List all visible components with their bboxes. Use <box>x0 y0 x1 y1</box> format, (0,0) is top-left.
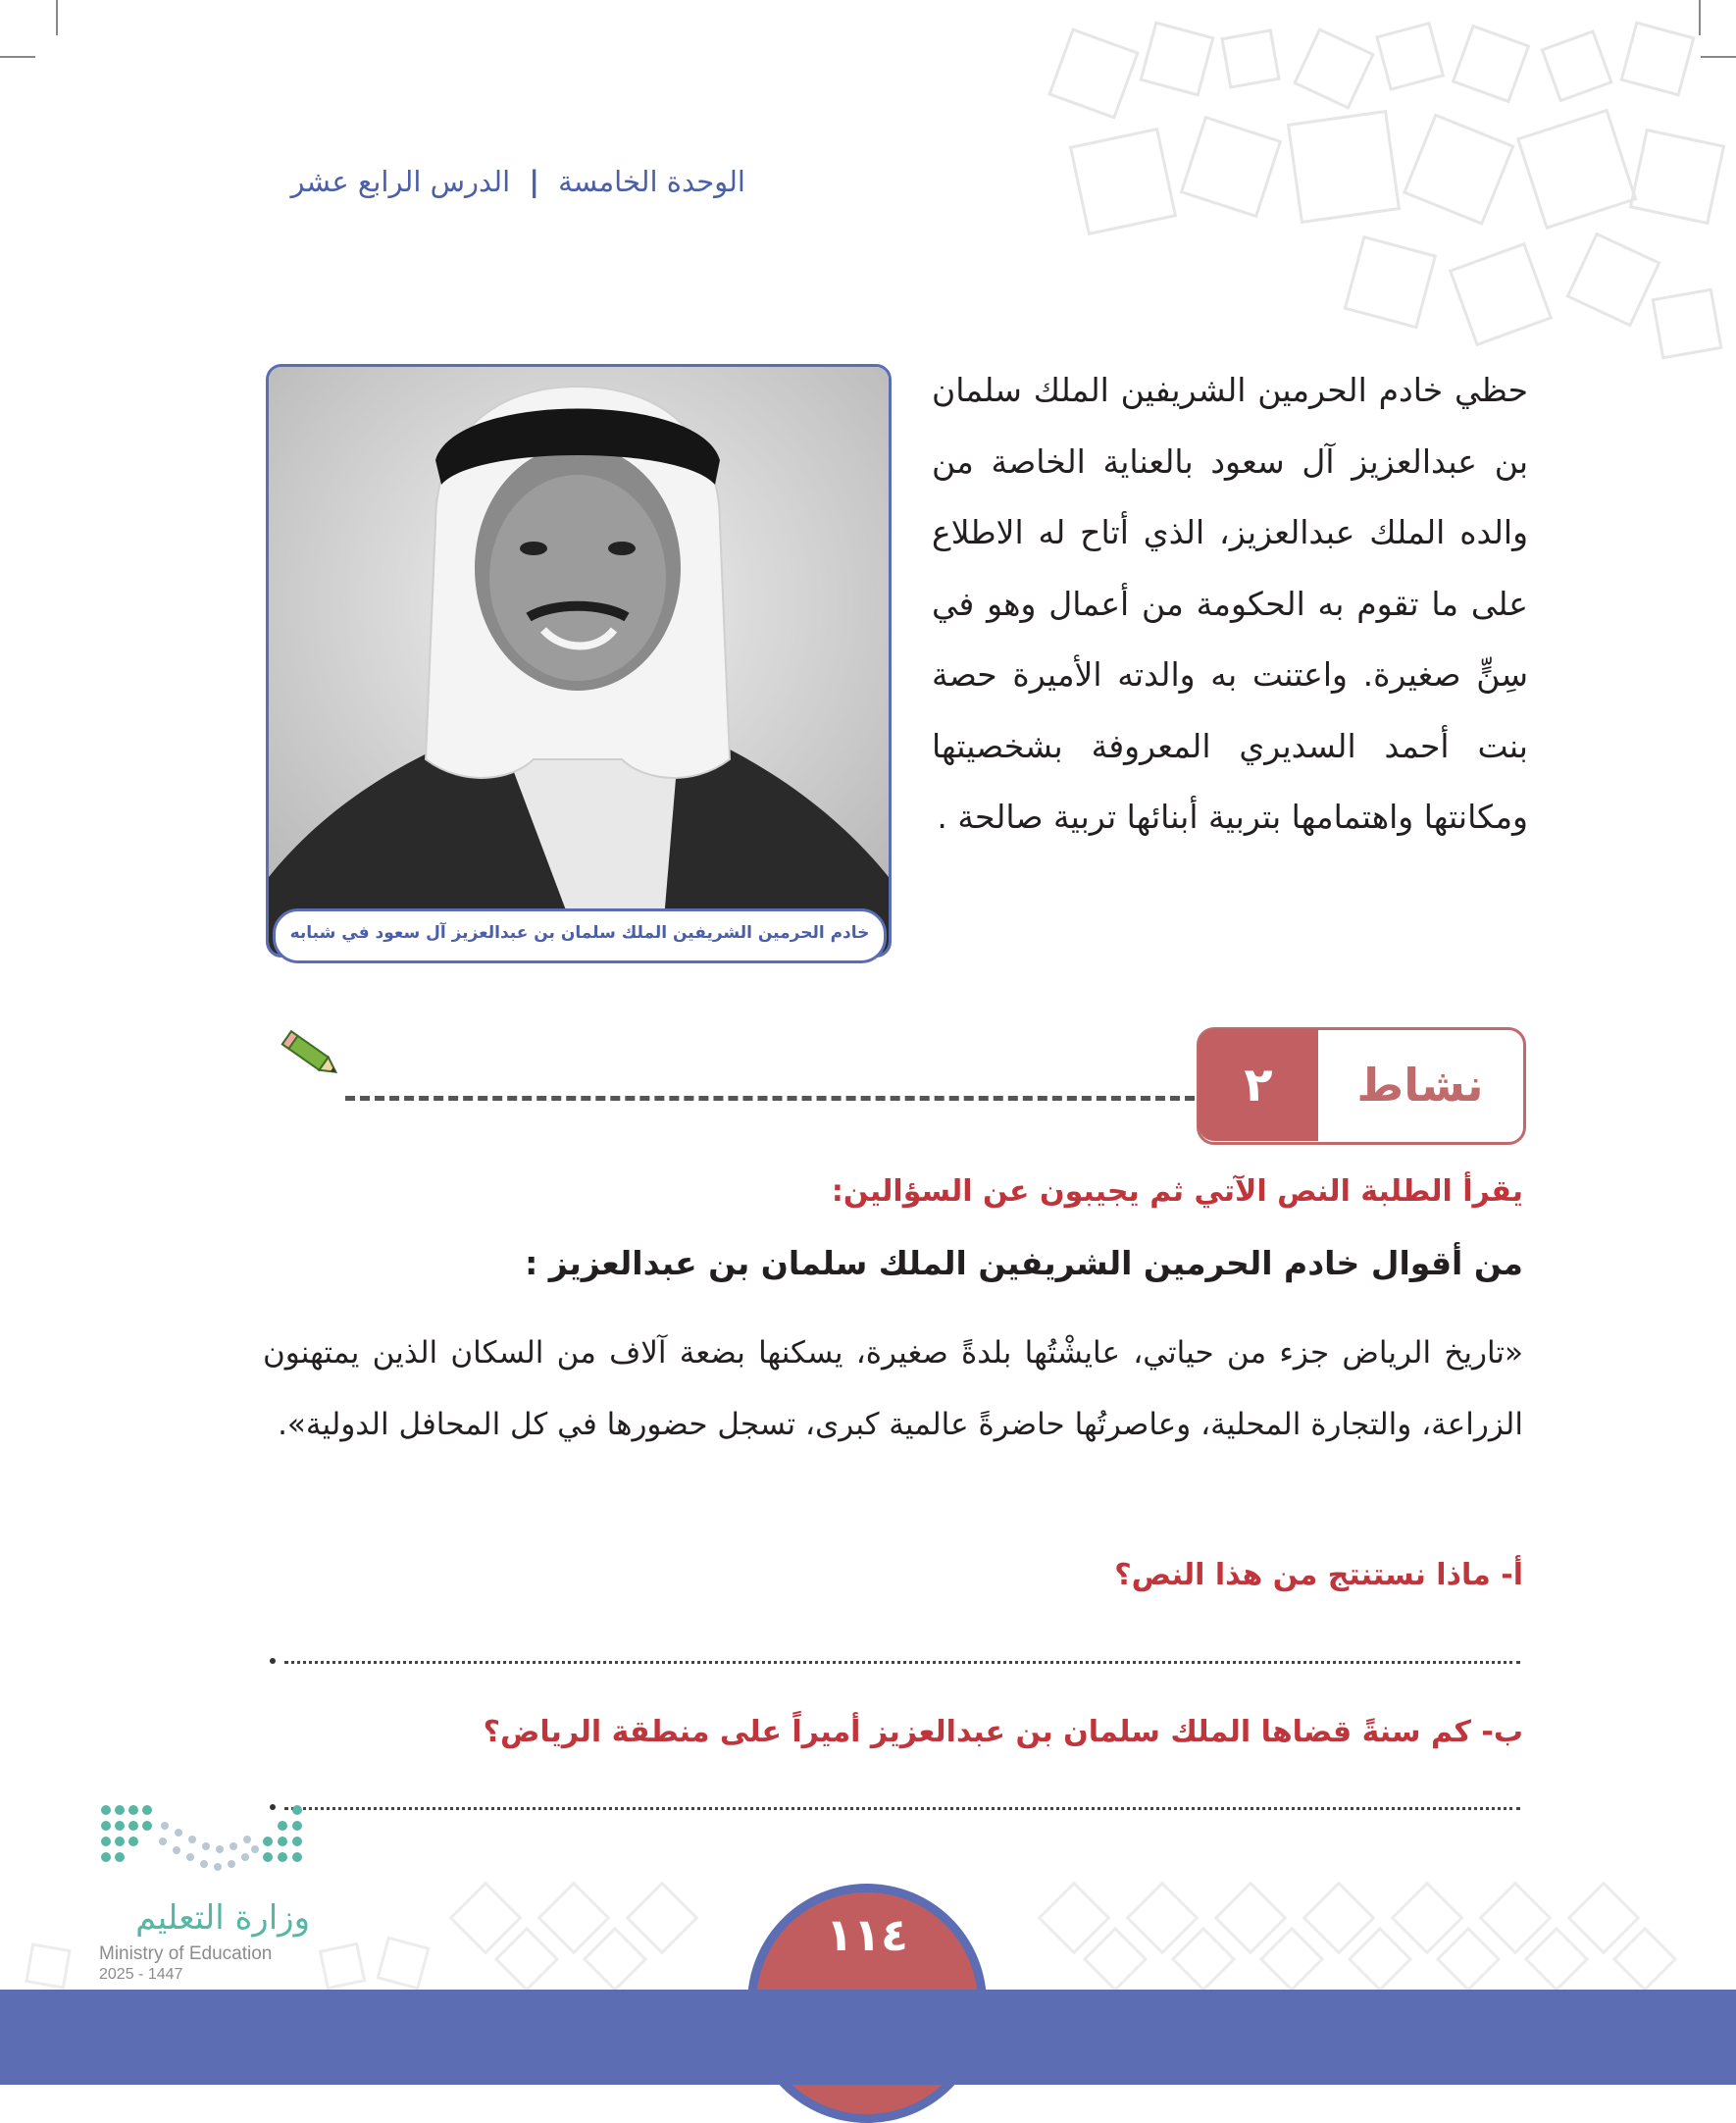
crop-mark <box>1699 0 1701 35</box>
lesson-title: الدرس الرابع عشر <box>290 165 511 198</box>
photo-caption: خادم الحرمين الشريفين الملك سلمان بن عبدالعزيز آل سعود في شبابه <box>273 908 887 963</box>
crop-mark <box>1701 56 1736 58</box>
activity-number: ٢ <box>1199 1029 1318 1141</box>
lesson-header <box>265 165 745 198</box>
quote-text: «تاريخ الرياض جزء من حياتي، عايشْتُها بلدةً صغيرة، يسكنها بضعة آلاف من السكان الذين يمتهنون الزراعة، والتجارة المحلية، وعاصرتُها حاضرةً عالمية كبرى، تسجل حضورها في كل المحافل الدولية». <box>263 1335 1523 1442</box>
activity-divider <box>345 1096 1195 1101</box>
intro-paragraph: حظي خادم الحرمين الشريفين الملك سلمان بن عبدالعزيز آل سعود بالعناية الخاصة من والده الملك عبدالعزيز، الذي أتاح له الاطلاع على ما تقوم به الحكومة من أعمال وهو في سِنٍّ صغيرة. واعتنت به والدته الأميرة حصة بنت أحمد السديري المعروفة بشخصيتها ومكانتها واهتمامها بتربية أبنائها تربية صالحة . <box>932 371 1528 836</box>
answer-dot <box>270 1658 276 1664</box>
question-a: أ- ماذا نستنتج من هذا النص؟ <box>1114 1558 1523 1592</box>
ministry-name-english: Ministry of Education <box>99 1943 273 1964</box>
pencil-icon <box>277 1025 345 1084</box>
ministry-logo-icon <box>96 1795 322 1893</box>
crop-mark <box>0 56 35 58</box>
header-separator: | <box>529 165 539 198</box>
ministry-name-arabic: وزارة التعليم <box>135 1898 310 1938</box>
unit-title: الوحدة الخامسة <box>558 165 745 198</box>
portrait-photo <box>266 364 892 958</box>
answer-line-b[interactable] <box>284 1807 1520 1810</box>
answer-line-a[interactable] <box>284 1661 1520 1664</box>
quote-title: من أقوال خادم الحرمين الشريفين الملك سلمان بن عبدالعزيز : <box>525 1244 1523 1282</box>
activity-label: نشاط <box>1356 1059 1484 1112</box>
question-b: ب- كم سنةً قضاها الملك سلمان بن عبدالعزيز أميراً على منطقة الرياض؟ <box>483 1715 1523 1749</box>
activity-instruction: يقرأ الطلبة النص الآتي ثم يجيبون عن السؤالين: <box>831 1174 1523 1209</box>
crop-mark <box>56 0 58 35</box>
edition-year: 2025 - 1447 <box>99 1966 183 1983</box>
footer-bar <box>0 1990 1736 2085</box>
page-number: ١١٤ <box>825 1908 909 1961</box>
